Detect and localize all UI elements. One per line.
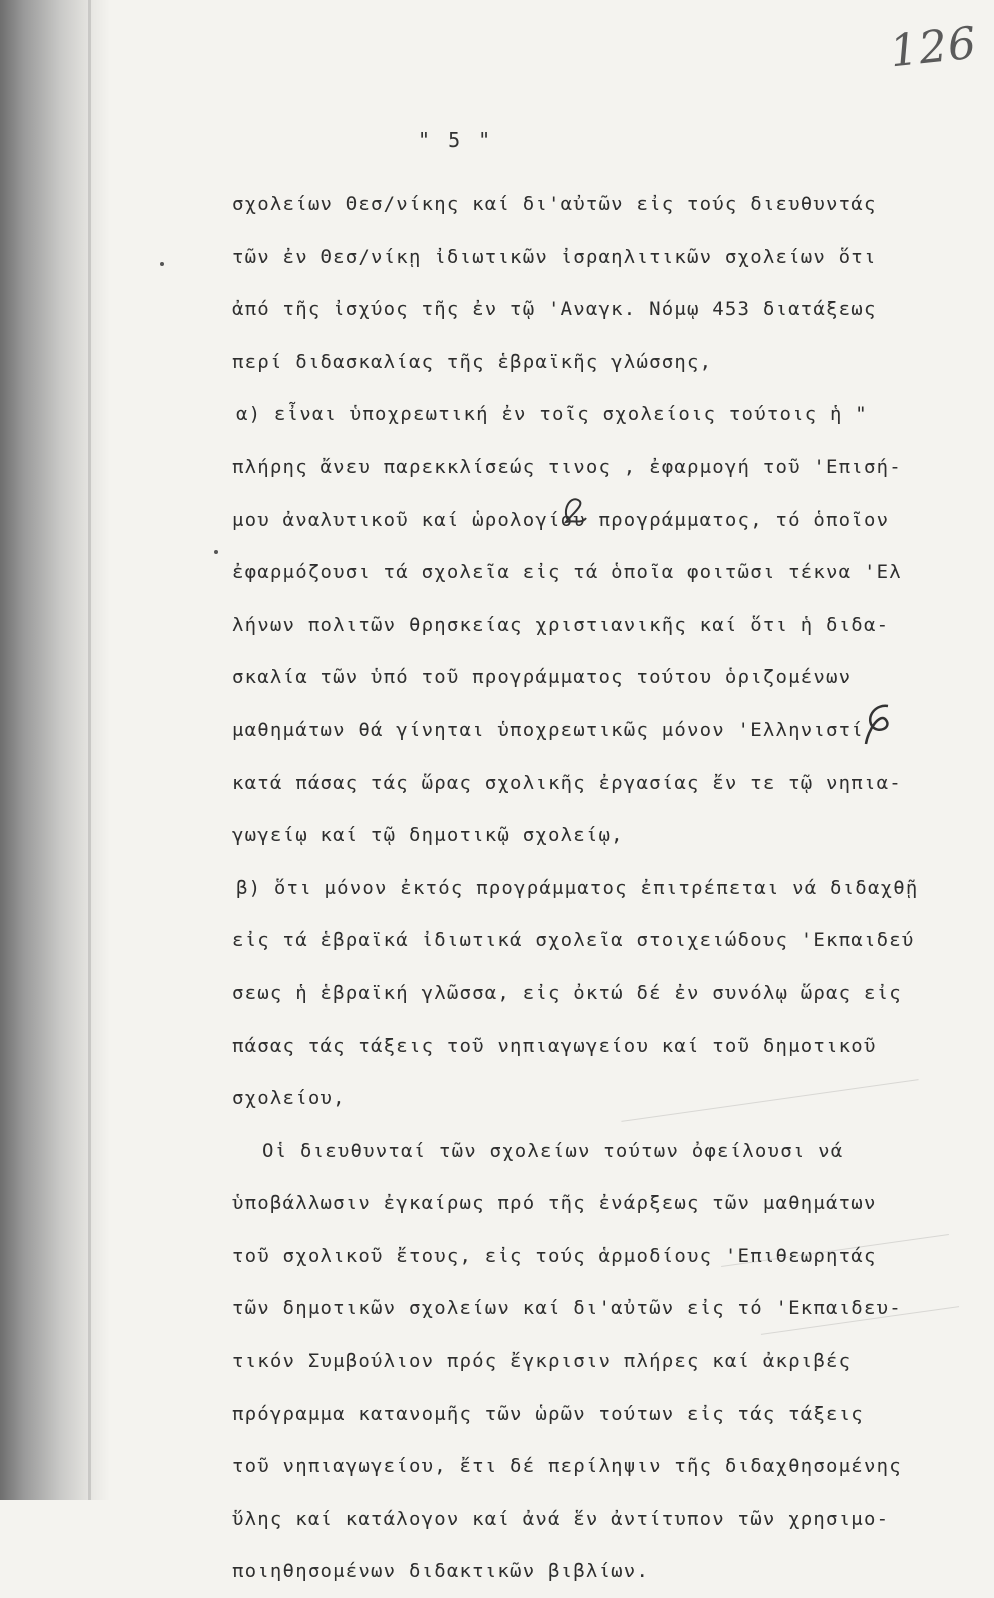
text-line: σκαλία τῶν ὑπό τοῦ προγράμματος τούτου ὁριζομένων xyxy=(232,666,852,689)
text-line: πλήρης ἄνευ παρεκκλίσεώς τινος , ἐφαρμογή τοῦ 'Επισή- xyxy=(232,455,902,478)
page-edge xyxy=(88,0,91,1500)
text-line: α) εἶναι ὑποχρεωτική ἐν τοῖς σχολείοις τούτοις ἡ " xyxy=(236,403,868,426)
text-line: περί διδασκαλίας τῆς ἑβραϊκῆς γλώσσης, xyxy=(232,350,713,373)
handwritten-correction-mark xyxy=(858,700,898,750)
text-line: τοῦ σχολικοῦ ἔτους, εἰς τούς ἁρμοδίους 'Επιθεωρητάς xyxy=(232,1244,877,1267)
text-line: γωγείῳ καί τῷ δημοτικῷ σχολείῳ, xyxy=(232,824,624,847)
page-number: " 5 " xyxy=(418,128,494,152)
margin-dot xyxy=(214,550,218,554)
text-line: κατά πάσας τάς ὥρας σχολικῆς ἐργασίας ἔν τε τῷ νηπια- xyxy=(232,771,902,794)
text-line: Οἱ διευθυνταί τῶν σχολείων τούτων ὀφείλουσι νά xyxy=(262,1139,844,1162)
text-line: σχολείου, xyxy=(232,1087,346,1110)
text-line: μου ἀναλυτικοῦ καί ὡρολογίου προγράμματος, τό ὁποῖον xyxy=(232,508,890,531)
text-line: τῶν δημοτικῶν σχολείων καί δι'αὐτῶν εἰς τό 'Εκπαιδευ- xyxy=(232,1297,902,1320)
text-line: ἀπό τῆς ἰσχύος τῆς ἐν τῷ 'Αναγκ. Νόμῳ 453 διατάξεως xyxy=(232,298,877,321)
text-line: σεως ἡ ἑβραϊκή γλῶσσα, εἰς ὀκτώ δέ ἐν συνόλῳ ὥρας εἰς xyxy=(232,981,902,1004)
handwritten-correction-mark xyxy=(560,490,590,530)
margin-dot xyxy=(160,262,164,266)
text-line: τικόν Συμβούλιον πρός ἔγκρισιν πλήρες καί ἀκριβές xyxy=(232,1350,852,1373)
document-body xyxy=(232,178,962,1598)
text-line: λήνων πολιτῶν θρησκείας χριστιανικῆς καί ὅτι ἡ διδα- xyxy=(232,613,890,636)
text-line: ἐφαρμόζουσι τά σχολεῖα εἰς τά ὁποῖα φοιτῶσι τέκνα 'Ελ xyxy=(232,561,902,584)
text-line: πάσας τάς τάξεις τοῦ νηπιαγωγείου καί τοῦ δημοτικοῦ xyxy=(232,1034,877,1057)
text-line: σχολείων Θεσ/νίκης καί δι'αὐτῶν εἰς τούς διευθυντάς xyxy=(232,193,877,215)
binding-shadow xyxy=(0,0,110,1500)
text-line: ποιηθησομένων διδακτικῶν βιβλίων. xyxy=(232,1560,650,1583)
text-line: πρόγραμμα κατανομῆς τῶν ὡρῶν τούτων εἰς τάς τάξεις xyxy=(232,1402,864,1425)
text-line: τοῦ νηπιαγωγείου, ἔτι δέ περίληψιν τῆς διδαχθησομένης xyxy=(232,1455,902,1478)
text-line: εἰς τά ἑβραϊκά ἰδιωτικά σχολεῖα στοιχειώδους 'Εκπαιδεύ xyxy=(232,929,915,952)
text-line: ὕλης καί κατάλογον καί ἀνά ἕν ἀντίτυπον τῶν χρησιμο- xyxy=(232,1507,890,1530)
text-line: μαθημάτων θά γίνηται ὑποχρεωτικῶς μόνον 'Ελληνιστί xyxy=(232,718,864,741)
text-line: β) ὅτι μόνον ἐκτός προγράμματος ἐπιτρέπεται νά διδαχθῇ xyxy=(236,876,919,899)
text-line: τῶν ἐν Θεσ/νίκῃ ἰδιωτικῶν ἰσραηλιτικῶν σχολείων ὅτι xyxy=(232,245,877,268)
folio-number: 126 xyxy=(887,17,980,78)
text-line: ὑποβάλλωσιν ἐγκαίρως πρό τῆς ἐνάρξεως τῶν μαθημάτων xyxy=(232,1192,877,1215)
